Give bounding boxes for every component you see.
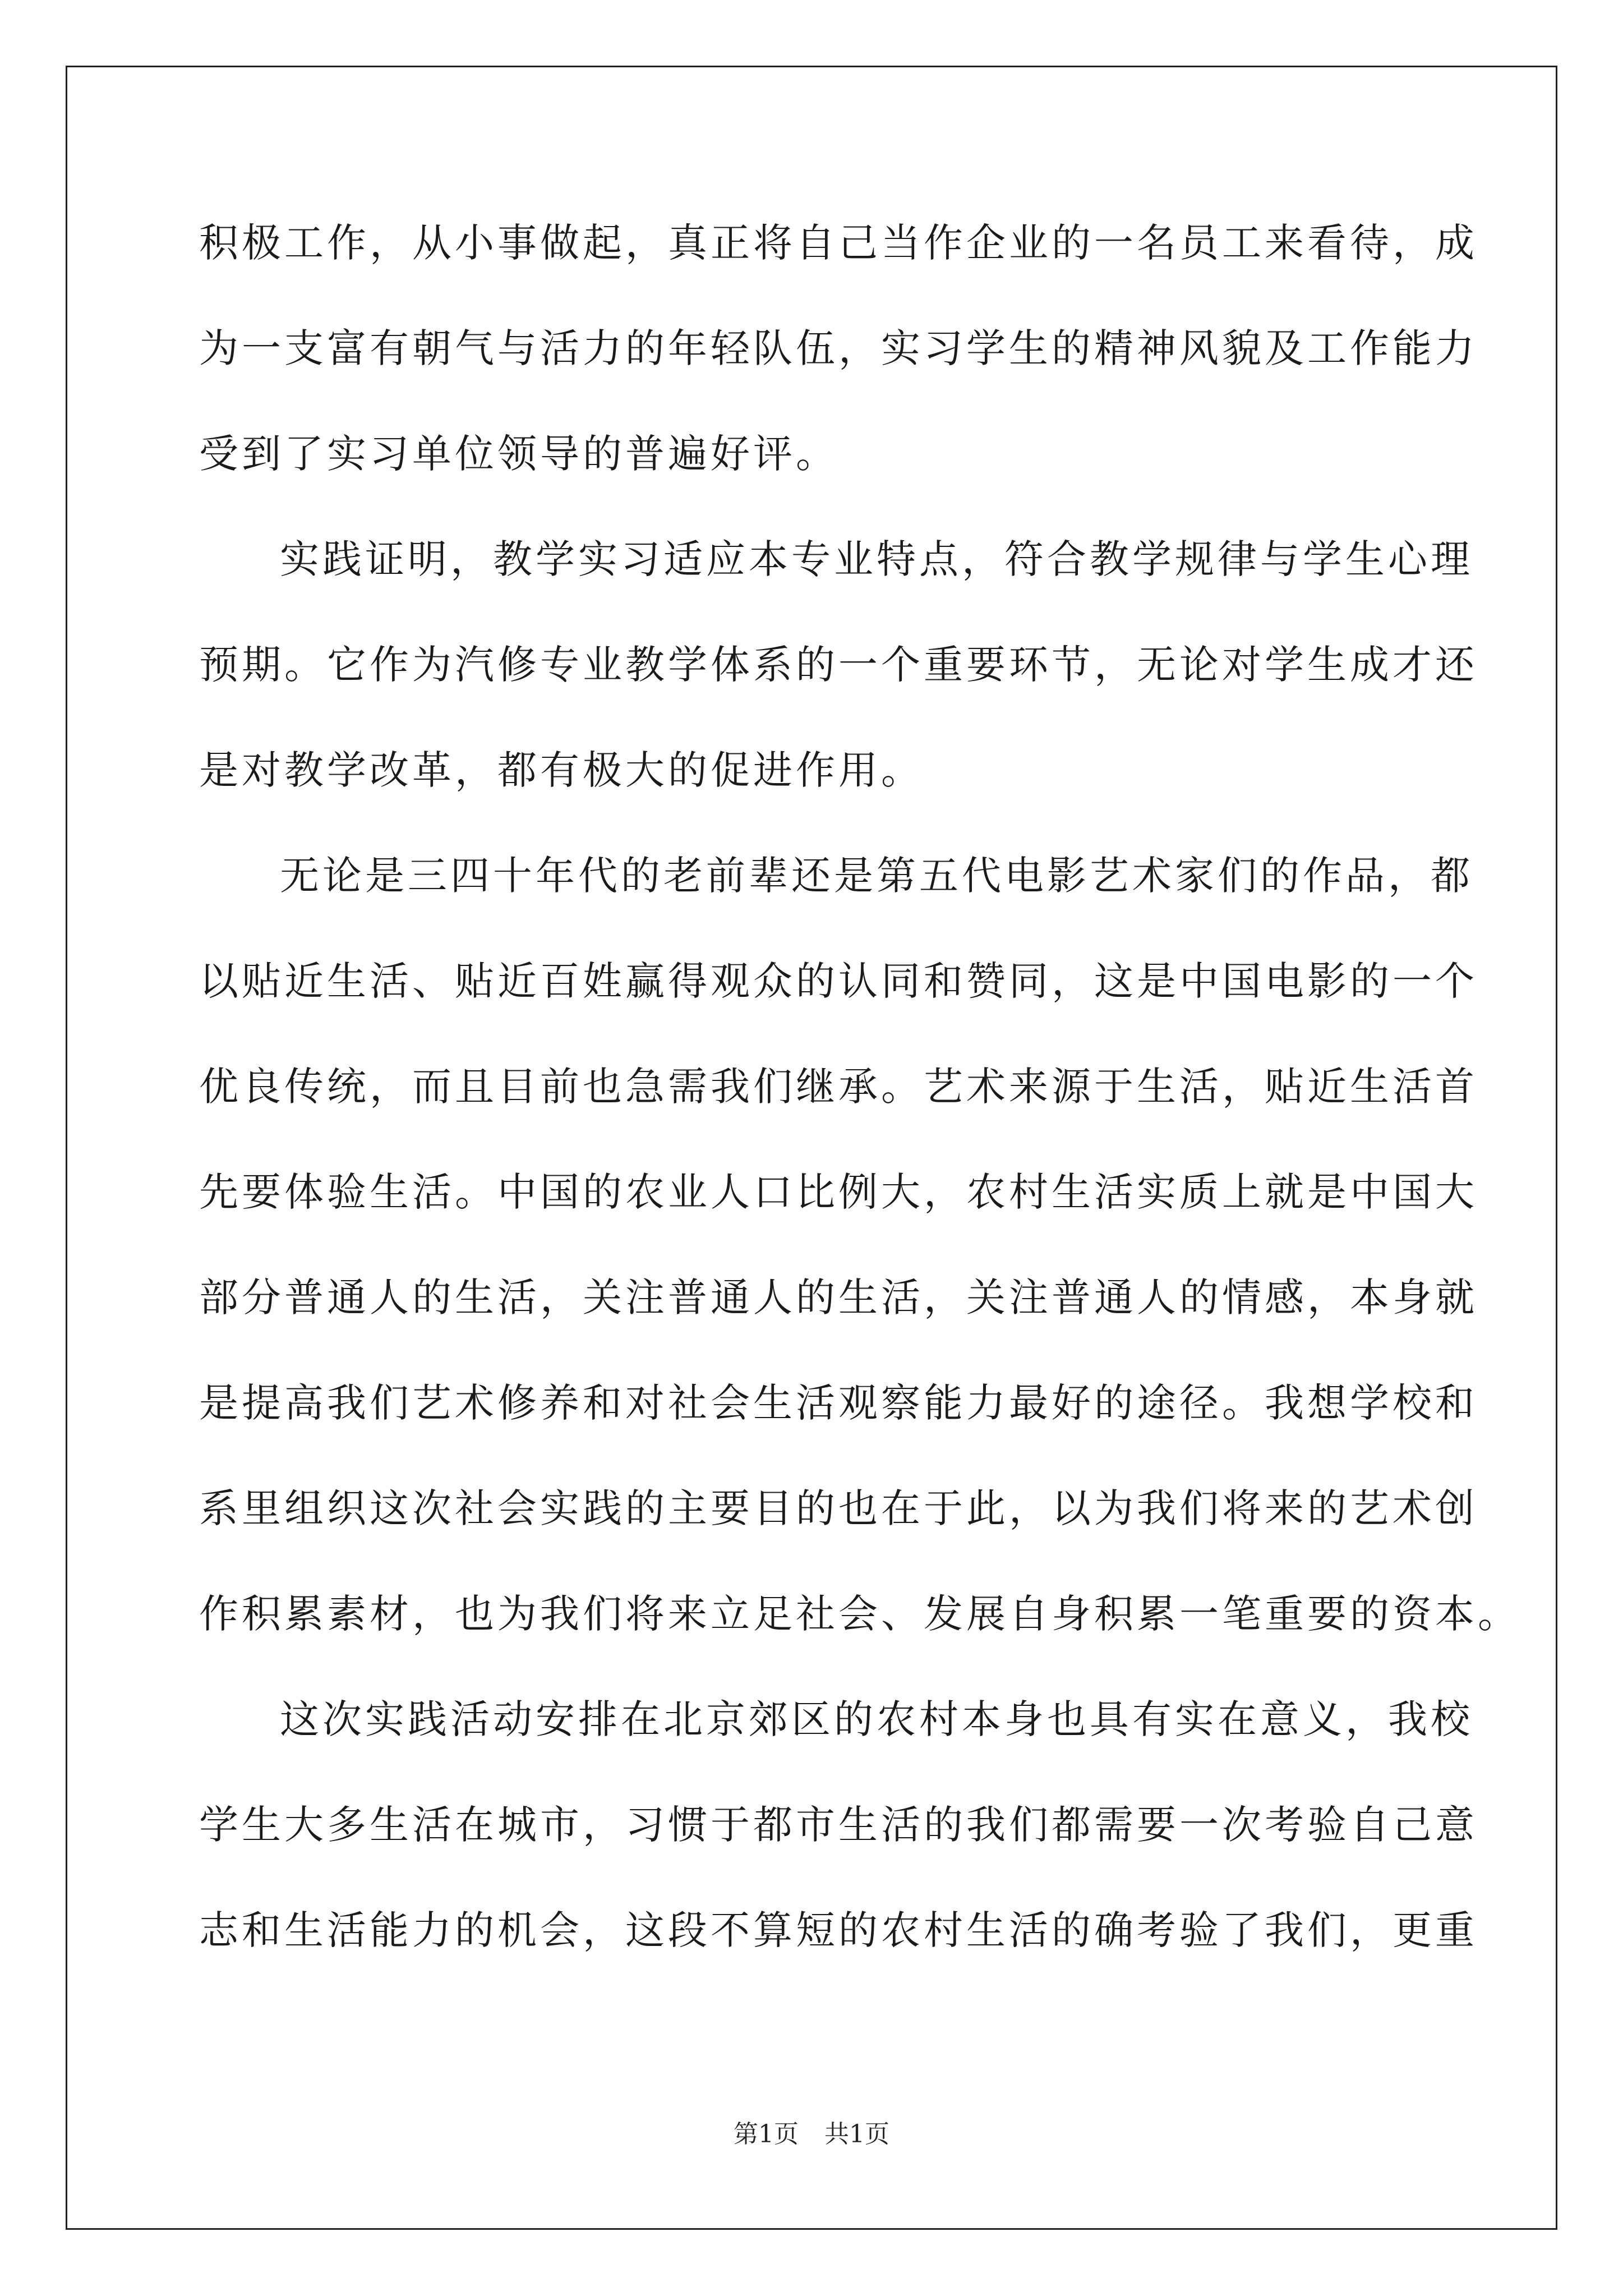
text-line: 学生大多生活在城市，习惯于都市生活的我们都需要一次考验自己意: [199, 1802, 1478, 1848]
page-number: 第1页: [734, 2120, 799, 2148]
paragraph-first-line: 实践证明，教学实习适应本专业特点，符合教学规律与学生心理: [280, 536, 1473, 582]
page-total: 共1页: [824, 2120, 889, 2148]
text-line: 系里组织这次社会实践的主要目的也在于此，以为我们将来的艺术创: [199, 1485, 1478, 1531]
text-line: 预期。它作为汽修专业教学体系的一个重要环节，无论对学生成才还: [199, 642, 1478, 688]
text-line: 以贴近生活、贴近百姓赢得观众的认同和赞同，这是中国电影的一个: [199, 958, 1478, 1004]
page-footer: [0, 2118, 1623, 2151]
text-line: 作积累素材，也为我们将来立足社会、发展自身积累一笔重要的资本。: [199, 1591, 1520, 1637]
text-line: 是提高我们艺术修养和对社会生活观察能力最好的途径。我想学校和: [199, 1380, 1478, 1426]
text-line: 积极工作，从小事做起，真正将自己当作企业的一名员工来看待，成: [199, 220, 1478, 266]
paragraph-first-line: 这次实践活动安排在北京郊区的农村本身也具有实在意义，我校: [280, 1696, 1473, 1742]
paragraph-first-line: 无论是三四十年代的老前辈还是第五代电影艺术家们的作品，都: [280, 853, 1473, 899]
text-line: 为一支富有朝气与活力的年轻队伍，实习学生的精神风貌及工作能力: [199, 325, 1478, 371]
text-line: 优良传统，而且目前也急需我们继承。艺术来源于生活，贴近生活首: [199, 1064, 1478, 1110]
text-line: 先要体验生活。中国的农业人口比例大，农村生活实质上就是中国大: [199, 1169, 1478, 1215]
text-line: 是对教学改革，都有极大的促进作用。: [199, 747, 924, 793]
text-line: 志和生活能力的机会，这段不算短的农村生活的确考验了我们，更重: [199, 1907, 1478, 1953]
text-line: 受到了实习单位领导的普遍好评。: [199, 431, 838, 477]
text-line: 部分普通人的生活，关注普通人的生活，关注普通人的情感，本身就: [199, 1274, 1478, 1320]
